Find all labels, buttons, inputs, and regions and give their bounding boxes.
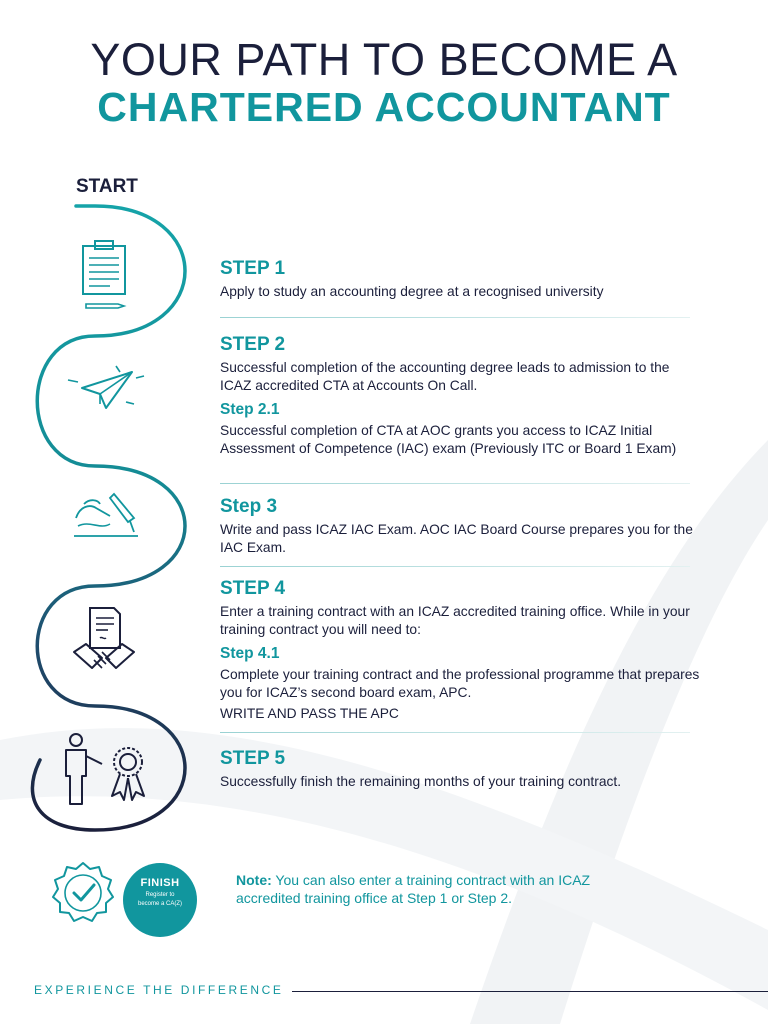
step-1-title: STEP 1 xyxy=(220,258,286,279)
step-4-text: Enter a training contract with an ICAZ accredited training office. While in your training contract you will need to: xyxy=(220,604,690,637)
step-2-1-title: Step 2.1 xyxy=(220,401,280,418)
handshake-contract-icon xyxy=(72,606,136,678)
person-award-icon xyxy=(58,732,156,808)
finish-line-2: become a CA(Z) xyxy=(137,901,182,907)
step-3-title: Step 3 xyxy=(220,496,278,517)
divider-2 xyxy=(220,483,690,484)
start-label: START xyxy=(76,176,138,197)
finish-label: FINISH xyxy=(140,877,180,889)
verified-badge-icon xyxy=(50,860,116,926)
footer-tagline: EXPERIENCE THE DIFFERENCE xyxy=(34,983,284,997)
step-1-text: Apply to study an accounting degree at a recognised university xyxy=(220,284,604,299)
step-5-title: STEP 5 xyxy=(220,748,286,769)
note xyxy=(236,871,656,907)
page-title-line1: YOUR PATH TO BECOME A xyxy=(90,34,678,85)
page-title-line2: CHARTERED ACCOUNTANT xyxy=(97,84,671,130)
step-5 xyxy=(220,748,700,791)
step-2-text: Successful completion of the accounting degree leads to admission to the ICAZ accredited CTA at Accounts On Call. xyxy=(220,360,670,393)
step-5-text: Successfully finish the remaining months of your training contract. xyxy=(220,774,622,789)
footer-divider xyxy=(292,991,768,992)
paper-plane-icon xyxy=(66,364,146,414)
signature-icon xyxy=(70,490,142,542)
clipboard-icon xyxy=(78,238,130,312)
step-2 xyxy=(220,334,700,458)
finish-badge xyxy=(123,863,197,937)
step-3 xyxy=(220,496,700,557)
note-text: You can also enter a training contract with an ICAZ accredited training office at Step 1 or Step 2. xyxy=(236,872,591,906)
step-4-1-text-2: WRITE AND PASS THE APC xyxy=(220,706,399,721)
finish-line-1: Register to xyxy=(145,892,175,898)
step-4-1-title: Step 4.1 xyxy=(220,645,280,662)
divider-1 xyxy=(220,317,690,318)
step-3-text: Write and pass ICAZ IAC Exam. AOC IAC Board Course prepares you for the IAC Exam. xyxy=(220,522,693,555)
step-2-1-text: Successful completion of CTA at AOC grants you access to ICAZ Initial Assessment of Competence (IAC) exam (Previously ITC or Board 1 Exam) xyxy=(220,423,677,456)
step-4-title: STEP 4 xyxy=(220,578,286,599)
divider-4 xyxy=(220,732,690,733)
step-4-1-text: Complete your training contract and the professional programme that prepares you for ICAZ’s second board exam, APC. xyxy=(220,667,700,700)
step-2-title: STEP 2 xyxy=(220,334,286,355)
step-1 xyxy=(220,258,700,301)
note-label: Note: xyxy=(236,872,272,888)
step-4 xyxy=(220,578,700,723)
divider-3 xyxy=(220,566,690,567)
